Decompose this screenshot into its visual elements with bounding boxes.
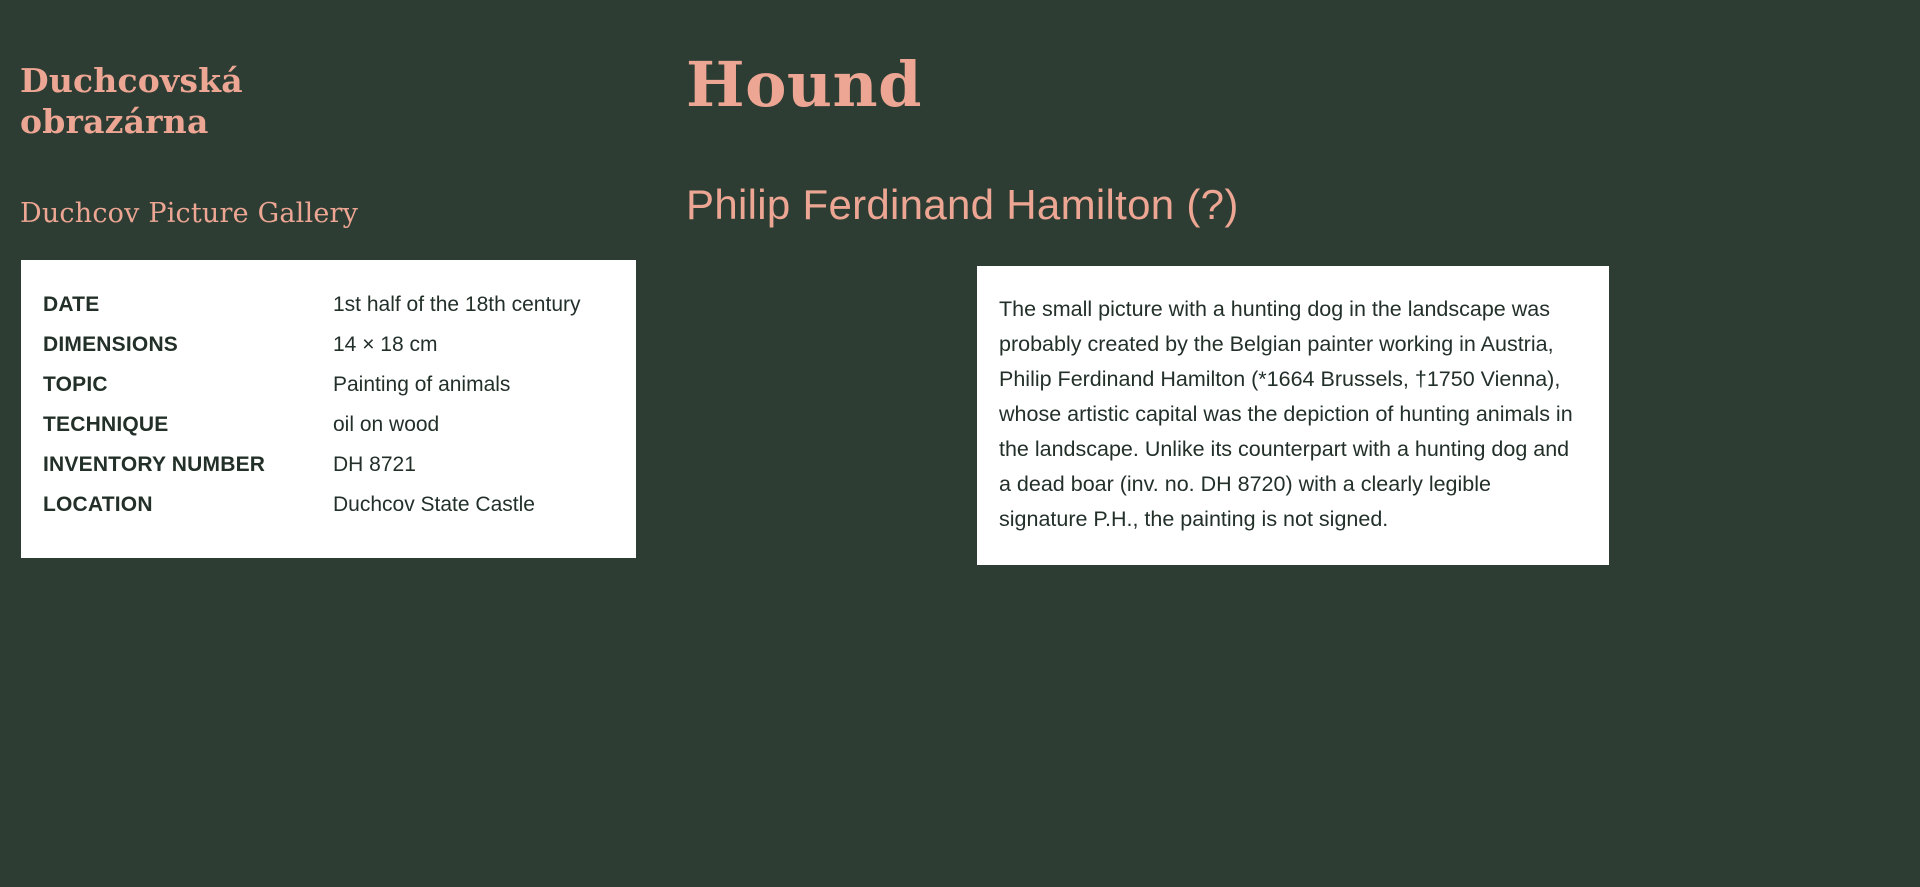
- brand-title: [20, 60, 440, 143]
- artwork-info-table: [43, 288, 614, 528]
- table-row: [43, 488, 614, 528]
- info-value-technique: oil on wood: [333, 413, 440, 437]
- artwork-author: Philip Ferdinand Hamilton (?): [686, 181, 1239, 228]
- info-value-topic: Painting of animals: [333, 373, 511, 397]
- info-value-location: Duchcov State Castle: [333, 493, 535, 517]
- brand-subtitle: Duchcov Picture Gallery: [20, 198, 359, 229]
- info-label-topic: TOPIC: [43, 373, 108, 397]
- artwork-info-body: [43, 288, 614, 528]
- info-value-inventory-number: DH 8721: [333, 453, 416, 477]
- info-value-dimensions: 14 × 18 cm: [333, 333, 438, 357]
- info-label-location: LOCATION: [43, 493, 153, 517]
- table-row: [43, 288, 614, 328]
- info-label-dimensions: DIMENSIONS: [43, 333, 179, 357]
- brand-title-line1: Duchcovská: [20, 61, 243, 100]
- table-row: [43, 408, 614, 448]
- info-label-date: DATE: [43, 293, 100, 316]
- info-label-technique: TECHNIQUE: [43, 413, 169, 437]
- artwork-description-card: [977, 266, 1609, 565]
- artwork-description-text: The small picture with a hunting dog in the landscape was probably created by the Belgian painter working in Austria, Philip Ferdinand Hamilton (*1664 Brussels, †1750 Vienna), whose artistic capital was the depiction of hunting animals in the landscape. Unlike its counterpart with a hunting dog and a dead boar (inv. no. DH 8720) with a clearly legible signature P.H., the painting is not signed.: [999, 297, 1573, 532]
- artwork-info-card: [21, 260, 636, 558]
- table-row: [43, 448, 614, 488]
- page-title: Hound: [686, 48, 922, 121]
- info-value-date: 1st half of the 18th century: [333, 293, 581, 316]
- info-label-inventory-number: INVENTORY NUMBER: [43, 453, 266, 477]
- table-row: [43, 368, 614, 408]
- table-row: [43, 328, 614, 368]
- brand-block: [20, 60, 440, 143]
- brand-title-line2: obrazárna: [20, 102, 209, 142]
